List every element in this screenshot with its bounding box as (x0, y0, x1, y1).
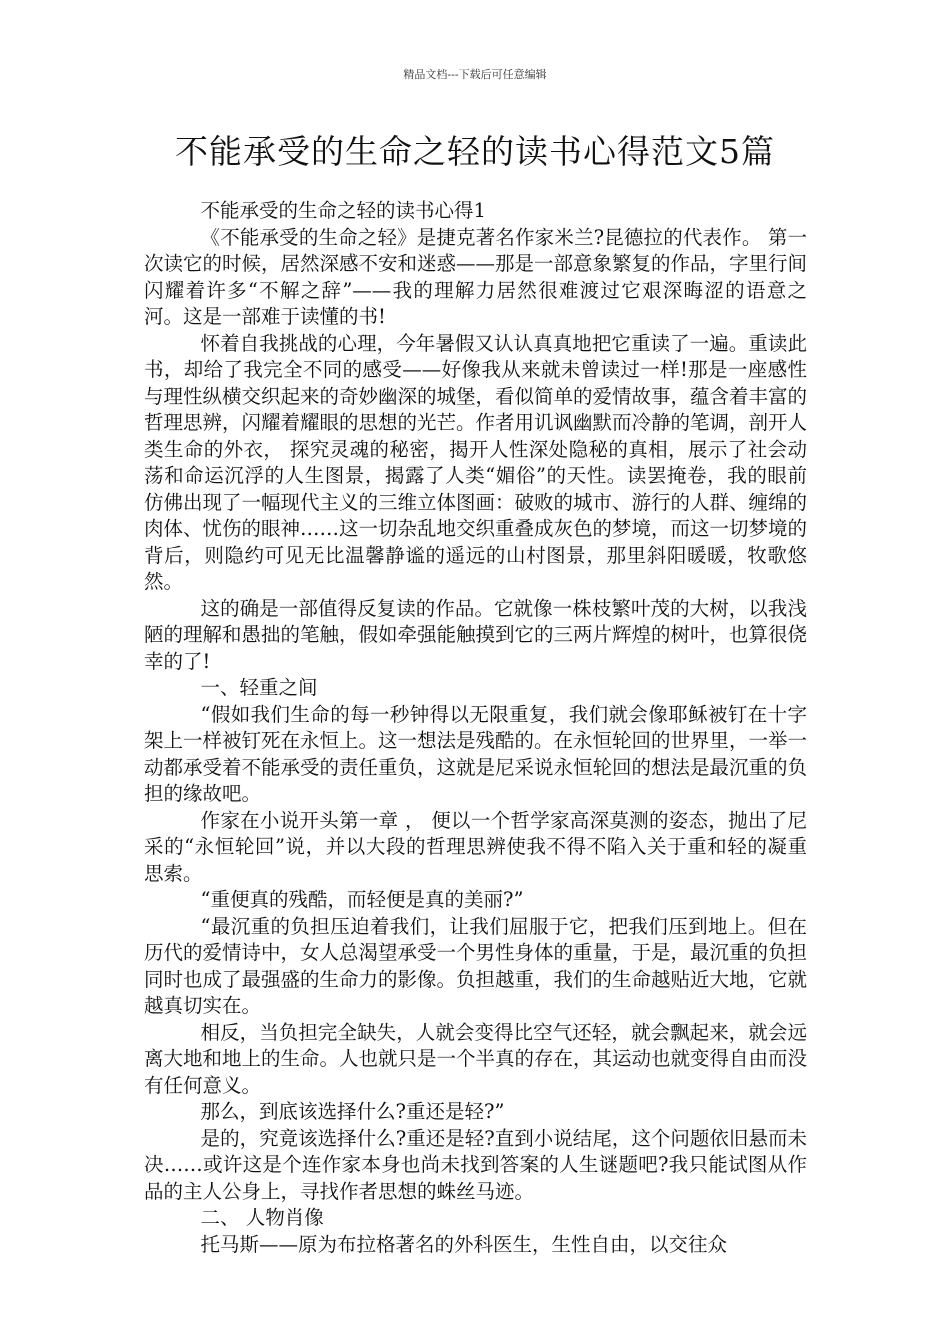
paragraph: 作家在小说开头第一章 ， 便以一个哲学家高深莫测的姿态，抛出了尼采的“永恒轮回”说，并以大段的哲理思辨使我不得不陷入关于重和轻的凝重思索。 (144, 808, 807, 885)
paragraph: 相反，当负担完全缺失，人就会变得比空气还轻，就会飘起来，就会远离大地和地上的生命。人也就只是一个半真的存在，其运动也就变得自由而没有任何意义。 (144, 1020, 808, 1097)
header-note: 精品文档---下载后可任意编辑 (403, 68, 547, 81)
section-heading: 二、 人物肖像 (200, 1206, 324, 1229)
paragraph: 托马斯——原为布拉格著名的外科医生，生性自由，以交往众 (200, 1232, 728, 1256)
section-heading: 不能承受的生命之轻的读书心得1 (200, 199, 486, 222)
paragraph: “假如我们生命的每一秒钟得以无限重复，我们就会像耶稣被钉在十字架上一样被钉死在永恒上。这一想法是残酷的。在永恒轮回的世界里，一举一动都承受着不能承受的责任重负，这就是尼采说永恒轮回的想法是最沉重的负担的缘故吧。 (144, 702, 808, 805)
paragraph: 那么，到底该选择什么?重还是轻?” (200, 1100, 505, 1123)
section-heading: 一、轻重之间 (200, 676, 318, 699)
paragraph: 怀着自我挑战的心理，今年暑假又认认真真地把它重读了一遍。重读此书，却给了我完全不同的感受——好像我从来就未曾读过一样!那是一座感性与理性纵横交织起来的奇妙幽深的城堡，看似简单的爱情故事，蕴含着丰富的哲理思辨，闪耀着耀眼的思想的光芒。作者用讥讽幽默而冷静的笔调，剖开人类生命的外衣， 探究灵魂的秘密，揭开人性深处隐秘的真相，展示了社会动荡和命运沉浮的人生图景，揭露了人类“媚俗”的天性。读罢掩卷，我的眼前仿佛出现了一幅现代主义的三维立体图画：破败的城市、游行的人群、缠绵的肉体、忧伤的眼神……这一切杂乱地交织重叠成灰色的梦境，而这一切梦境的背后，则隐约可见无比温馨静谧的遥远的山村图景，那里斜阳暖暖，牧歌悠然。 (144, 331, 808, 593)
paragraph: 是的，究竟该选择什么?重还是轻?直到小说结尾，这个问题依旧悬而未决……或许这是个连作家本身也尚未找到答案的人生谜题吧?我只能试图从作品的主人公身上，寻找作者思想的蛛丝马迹。 (144, 1126, 807, 1203)
document-title: 不能承受的生命之轻的读书心得范文5篇 (175, 132, 775, 171)
paragraph: 《不能承受的生命之轻》是捷克著名作家米兰?昆德拉的代表作。 第一次读它的时候，居然深感不安和迷惑——那是一部意象繁复的作品，字里行间闪耀着许多“不解之辞”——我的理解力居然很难渡过它艰深晦涩的语意之河。这是一部难于读懂的书! (144, 225, 808, 328)
document-body (144, 198, 807, 1258)
paragraph: 这的确是一部值得反复读的作品。它就像一株枝繁叶茂的大树，以我浅陋的理解和愚拙的笔触，假如牵强能触摸到它的三两片辉煌的树叶，也算很侥幸的了! (144, 596, 808, 673)
paragraph: “最沉重的负担压迫着我们，让我们屈服于它，把我们压到地上。但在历代的爱情诗中，女人总渴望承受一个男性身体的重量，于是，最沉重的负担同时也成了最强盛的生命力的影像。负担越重，我们的生命越贴近大地，它就越真切实在。 (144, 914, 808, 1017)
paragraph: “重便真的残酷，而轻便是真的美丽?” (200, 888, 524, 911)
